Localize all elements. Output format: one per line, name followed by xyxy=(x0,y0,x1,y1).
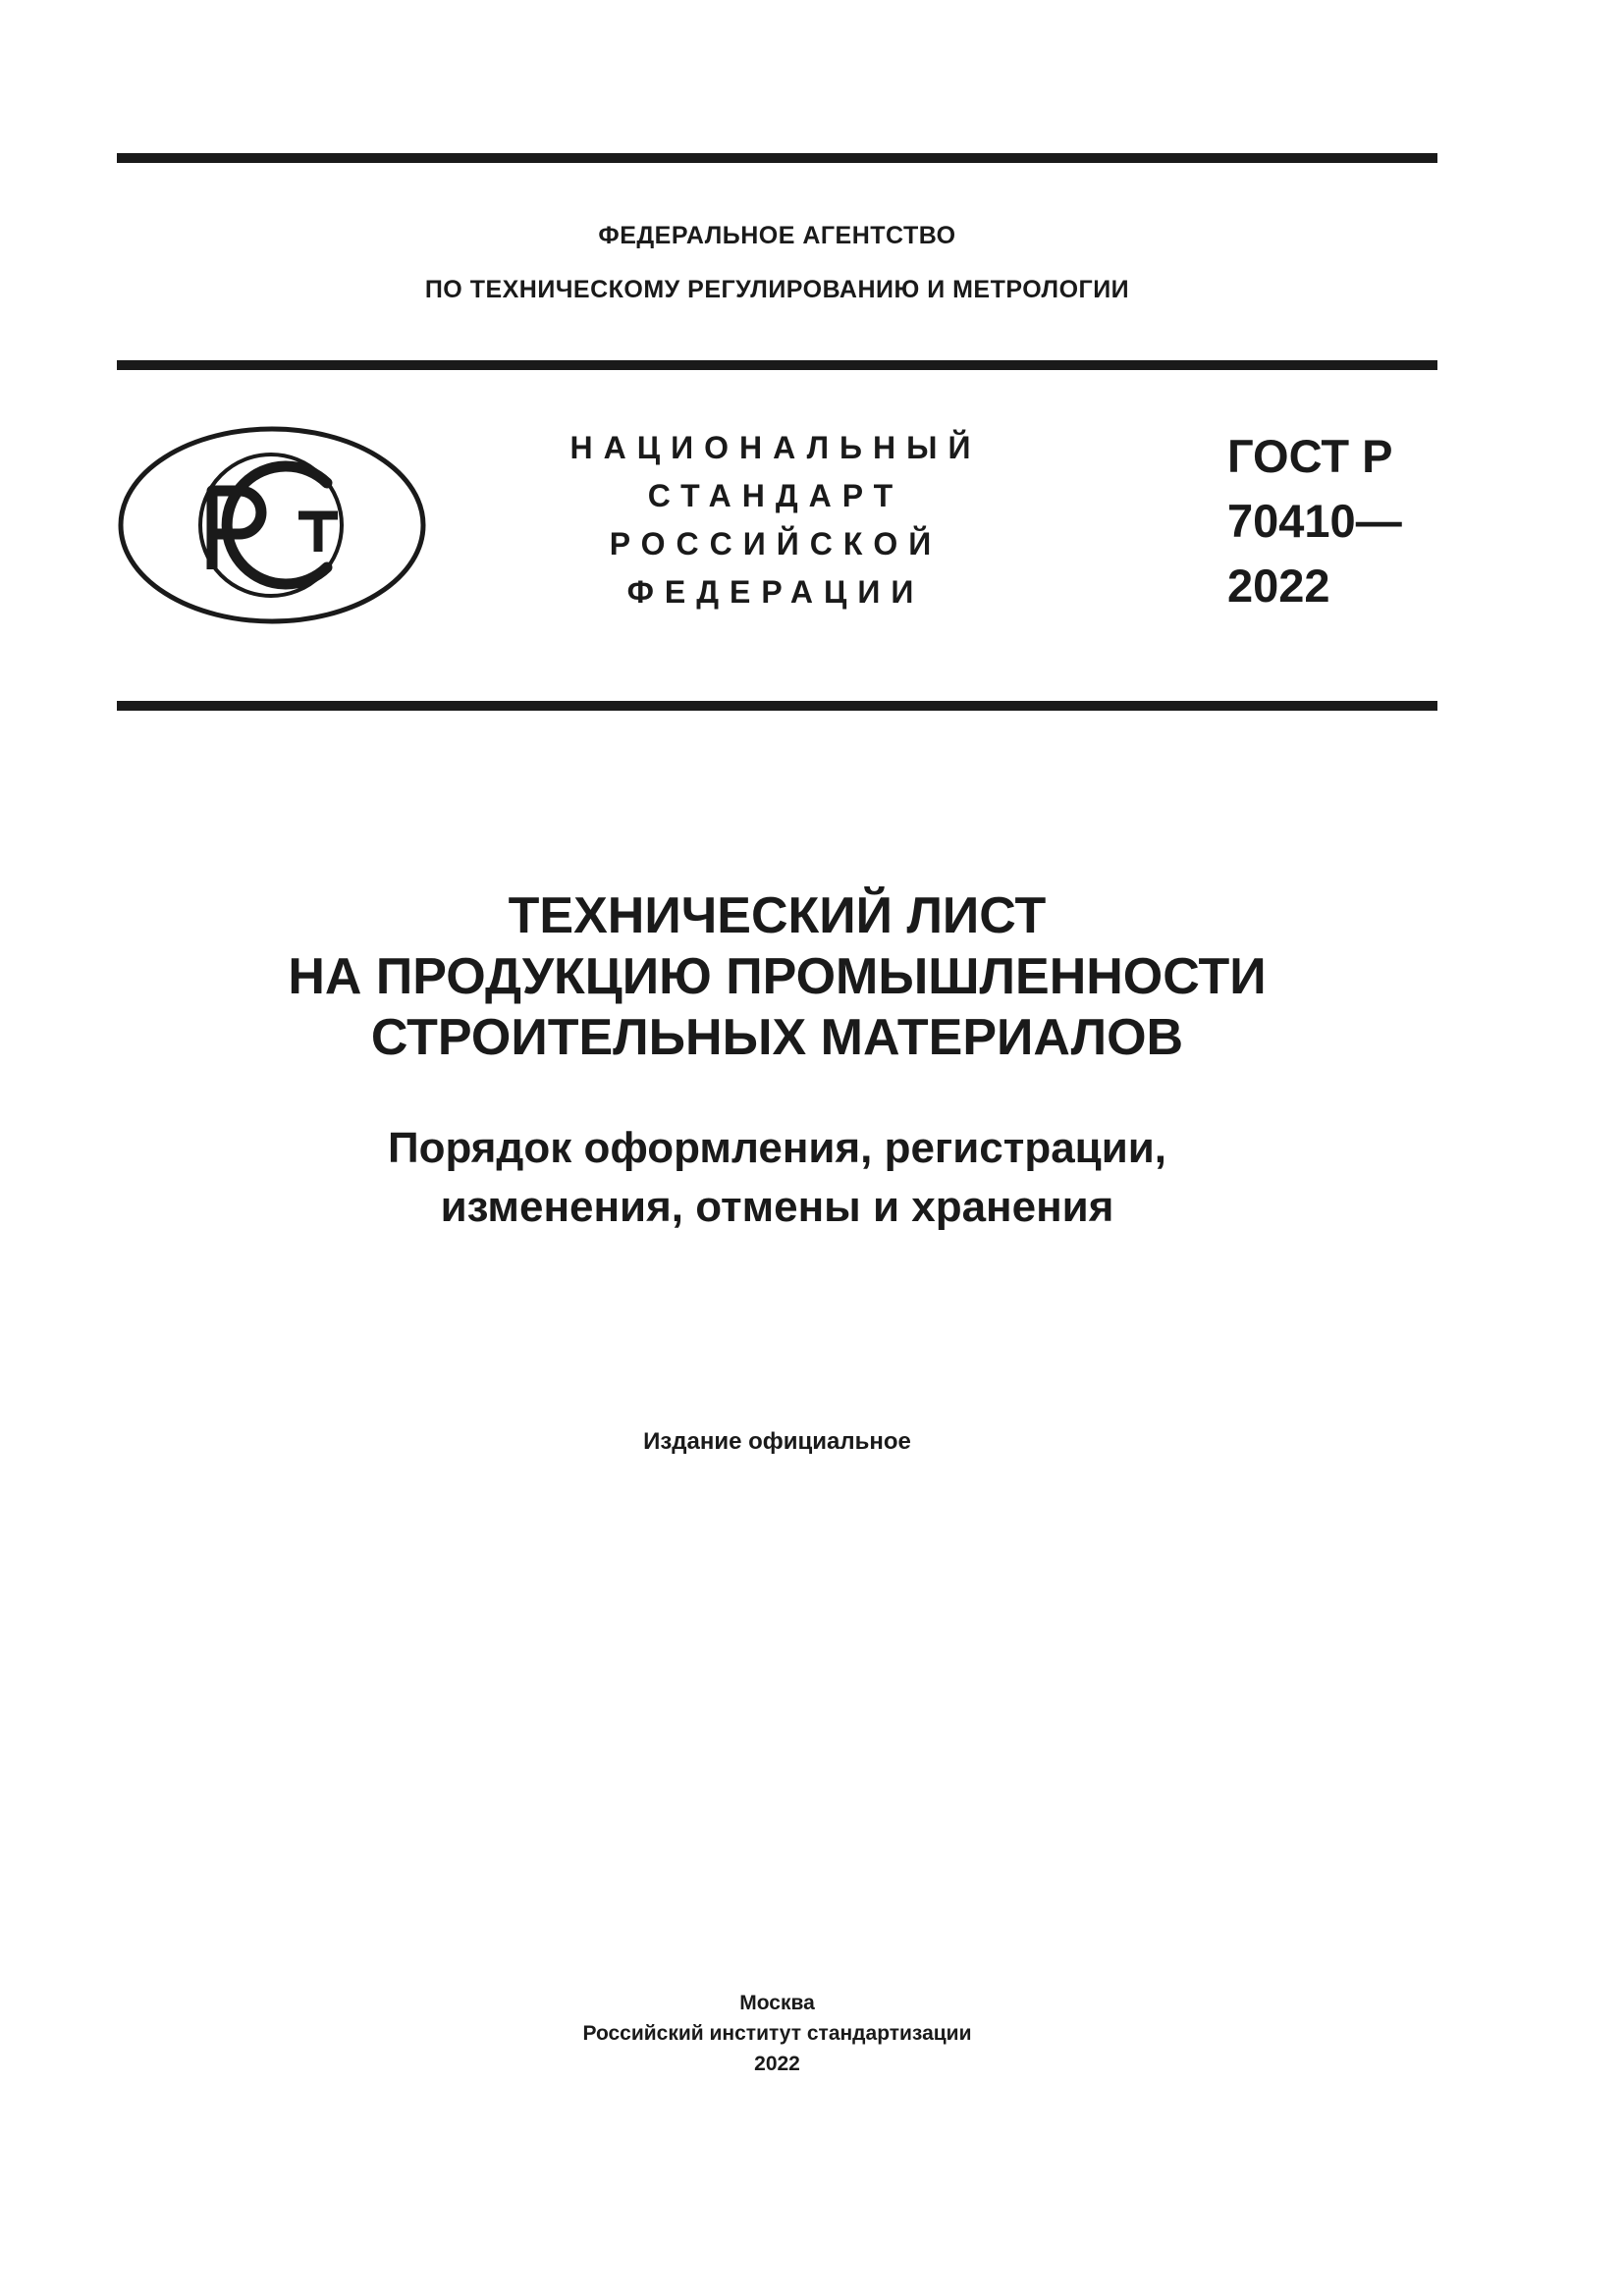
agency-bottom-rule xyxy=(117,360,1437,370)
title-line-1: ТЕХНИЧЕСКИЙ ЛИСТ xyxy=(508,887,1047,944)
rst-mark-icon xyxy=(116,424,428,626)
national-standard-label xyxy=(550,424,1001,616)
agency-name-line-1: ФЕДЕРАЛЬНОЕ АГЕНТСТВО xyxy=(598,222,956,249)
designation-line-2: 70410— xyxy=(1227,495,1402,547)
national-standard-line-2: СТАНДАРТ xyxy=(647,478,904,513)
national-standard-line-3: РОССИЙСКОЙ xyxy=(609,526,943,561)
subtitle-line-2: изменения, отмены и хранения xyxy=(440,1183,1114,1231)
title-line-3: СТРОИТЕЛЬНЫХ МАТЕРИАЛОВ xyxy=(370,1009,1184,1066)
national-standard-line-4: ФЕДЕРАЦИИ xyxy=(626,574,925,610)
subtitle-line-1: Порядок оформления, регистрации, xyxy=(387,1124,1167,1172)
edition-label: Издание официальное xyxy=(643,1428,911,1455)
document-subtitle xyxy=(117,1119,1437,1237)
designation-line-1: ГОСТ Р xyxy=(1227,430,1393,482)
designation-line-3: 2022 xyxy=(1227,560,1330,612)
standard-designation xyxy=(1227,424,1402,618)
imprint-year: 2022 xyxy=(754,2053,800,2075)
header-bottom-rule xyxy=(117,701,1437,711)
imprint-city: Москва xyxy=(739,1992,815,2014)
national-standard-line-1: НАЦИОНАЛЬНЫЙ xyxy=(569,430,982,465)
imprint-publisher: Российский институт стандартизации xyxy=(582,2022,972,2045)
document-title xyxy=(117,885,1437,1068)
agency-name-line-2: ПО ТЕХНИЧЕСКОМУ РЕГУЛИРОВАНИЮ И МЕТРОЛОГИИ xyxy=(424,276,1130,303)
imprint xyxy=(117,1988,1437,2079)
top-rule xyxy=(117,153,1437,163)
title-line-2: НА ПРОДУКЦИЮ ПРОМЫШЛЕННОСТИ xyxy=(288,948,1267,1005)
